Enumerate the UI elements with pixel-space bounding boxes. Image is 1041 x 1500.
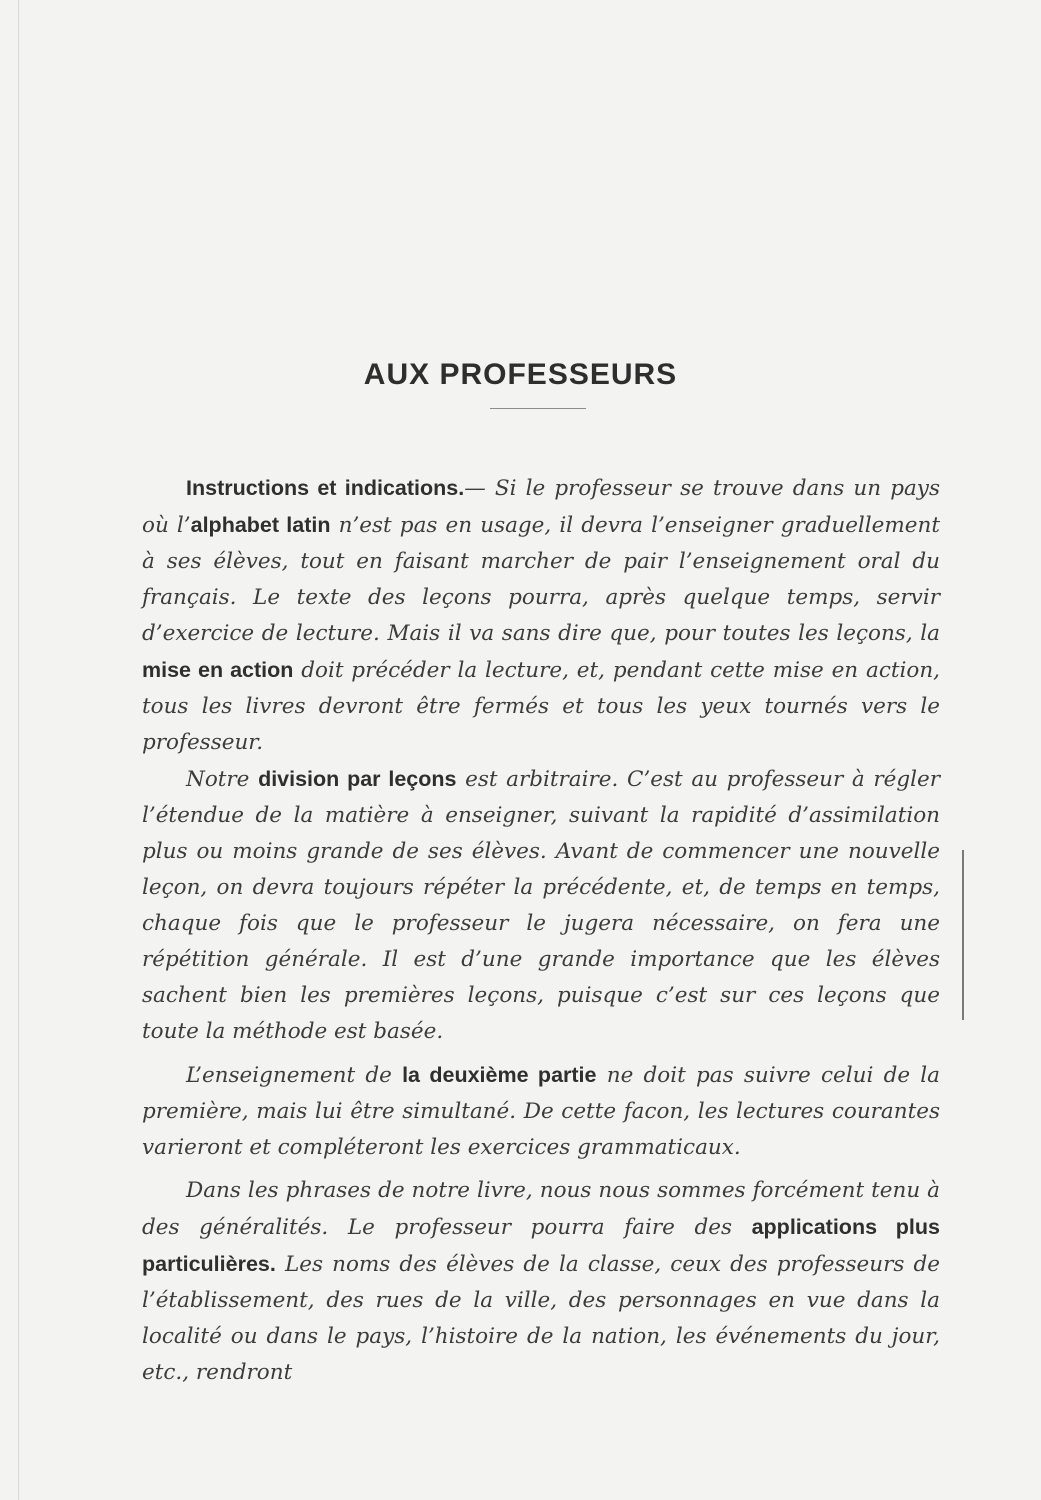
page-title: AUX PROFESSEURS xyxy=(363,358,678,392)
margin-bracket-mark xyxy=(944,850,964,1020)
paragraph-applications xyxy=(142,1173,940,1391)
body-text-run: doit précéder la lecture, et, pendant cette mise en action, tous les livres devront être fermés et tous les yeux tournés vers le professeur. xyxy=(142,658,940,755)
emphasis-text: mise en action xyxy=(142,658,294,682)
body-text-run: ne doit pas suivre celui de la première, mais lui être simultané. De cette facon, les lectures courantes varieront et compléteront les exercices grammaticaux. xyxy=(142,1063,940,1160)
body-text xyxy=(142,470,940,1391)
body-text-run: n’est pas en usage, il devra l’enseigner graduellement à ses élèves, tout en faisant marcher de pair l’enseignement oral du français. Le texte des leçons pourra, après quelque temps, servir d’exercice de lecture. Mais il va sans dire que, pour toutes les leçons, la xyxy=(142,513,940,646)
emphasis-text: Instructions et indications. xyxy=(186,476,465,500)
paragraph-deuxieme-partie xyxy=(142,1057,940,1166)
title-divider xyxy=(490,408,586,409)
body-text-run: L’enseignement de xyxy=(186,1063,403,1088)
paragraph-instructions xyxy=(142,470,940,761)
body-text-run: — Si le professeur se trouve dans un pays où l’ xyxy=(142,476,940,538)
paragraph-division xyxy=(142,761,940,1050)
body-text-run: Dans les phrases de notre livre, nous nous sommes forcément tenu à des généralités. Le professeur pourra faire des xyxy=(142,1178,940,1240)
page-edge xyxy=(18,0,19,1500)
emphasis-text: division par leçons xyxy=(258,767,457,791)
body-text-run: Notre xyxy=(186,767,259,792)
emphasis-text: alphabet latin xyxy=(190,513,331,537)
body-text-run: est arbitraire. C’est au professeur à régler l’étendue de la matière à enseigner, suivant la rapidité d’assimilation plus ou moins grande de ses élèves. Avant de commencer une nouvelle leçon, on devra toujours répéter la précédente, et, de temps en temps, chaque fois que le professeur le jugera nécessaire, on fera une répétition générale. Il est d’une grande importance que les élèves sachent bien les premières leçons, puisque c’est sur ces leçons que toute la méthode est basée. xyxy=(142,767,941,1044)
emphasis-text: applications plus particulières. xyxy=(142,1215,940,1276)
emphasis-text: la deuxième partie xyxy=(402,1063,597,1087)
body-text-run: Les noms des élèves de la classe, ceux des professeurs de l’établissement, des rues de la ville, des personnages en vue dans la localité ou dans le pays, l’histoire de la nation, les événements du jour, etc., rendront xyxy=(142,1252,940,1385)
